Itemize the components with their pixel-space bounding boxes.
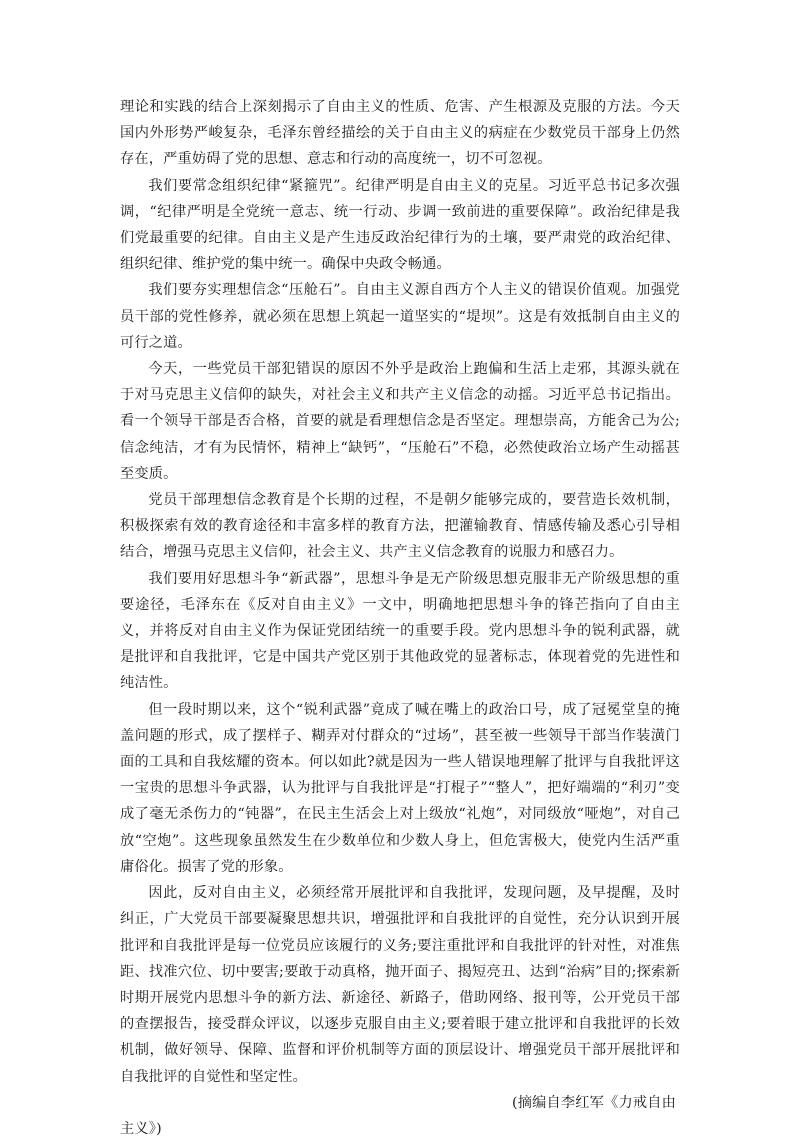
paragraph-5: 党员干部理想信念教育是个长期的过程，不是朝夕能够完成的，要营造长效机制，积极探索有效的教育途径和丰富多样的教育方法，把灌输教育、情感传输及悉心引导相结合，增强马克思主义信仰，社会主义、共产主义信念教育的说服力和感召力。 [120,492,680,561]
paragraph-3: 我们要夯实理想信念“压舱石”。自由主义源自西方个人主义的错误价值观。加强党员干部的党性修养，就必须在思想上筑起一道坚实的“堤坝”。这是有效抵制自由主义的可行之道。 [120,282,680,351]
paragraph-8: 因此，反对自由主义，必须经常开展批评和自我批评，发现问题，及早提醒，及时纠正，广大党员干部要凝聚思想共识，增强批评和自我批评的自觉性，充分认识到开展批评和自我批评是每一位党员应该履行的义务;要注重批评和自我批评的针对性，对准焦距、找准穴位、切中要害;要敢于动真格，抛开面子、揭短亮丑、达到“治病”目的;探索新时期开展党内思想斗争的新方法、新途径、新路子，借助网络、报刊等，公开党员干部的查摆报告，接受群众评议，以逐步克服自由主义;要着眼于建立批评和自我批评的长效机制，做好领导、保障、监督和评价机制等方面的顶层设计、增强党员干部开展批评和自我批评的自觉性和坚定性。 [120,885,680,1085]
article-body [120,94,680,1142]
paragraph-1: 理论和实践的结合上深刻揭示了自由主义的性质、危害、产生根源及克服的方法。今天国内外形势严峻复杂，毛泽东曾经描绘的关于自由主义的病症在少数党员干部身上仍然存在，严重妨碍了党的思想、意志和行动的高度统一，切不可忽视。 [120,99,680,168]
paragraph-2: 我们要常念组织纪律“紧箍咒”。纪律严明是自由主义的克星。习近平总书记多次强调，“纪律严明是全党统一意志、统一行动、步调一致前进的重要保障”。政治纪律是我们党最重要的纪律。自由主义是产生违反政治纪律行为的土壤，要严肃党的政治纪律、组织纪律、维护党的集中统一。确保中央政令畅通。 [120,177,680,273]
source-citation-continued: 主义》) [120,1120,162,1137]
source-citation: (摘编自李红军《力戒自由 [512,1094,676,1111]
paragraph-6: 我们要用好思想斗争“新武器”，思想斗争是无产阶级思想克服非无产阶级思想的重要途径，毛泽东在《反对自由主义》一文中，明确地把思想斗争的锋芒指向了自由主义，并将反对自由主义作为保证党团结统一的重要手段。党内思想斗争的锐利武器，就是批评和自我批评，它是中国共产党区别于其他政党的显著标志，体现着党的先进性和纯洁性。 [120,570,680,692]
paragraph-4: 今天，一些党员干部犯错误的原因不外乎是政治上跑偏和生活上走邪，其源头就在于对马克思主义信仰的缺失，对社会主义和共产主义信念的动摇。习近平总书记指出。看一个领导干部是否合格，首要的就是看理想信念是否坚定。理想崇高，方能舍己为公;信念纯洁，才有为民情怀，精神上“缺钙”，“压舱石”不稳，必然使政治立场产生动摇甚至变质。 [120,361,680,482]
paragraph-7: 但一段时期以来，这个“锐利武器”竟成了喊在嘴上的政治口号，成了冠冕堂皇的掩盖问题的形式，成了摆样子、糊弄对付群众的“过场”，甚至被一些领导干部当作装潢门面的工具和自我炫耀的资本。何以如此?就是因为一些人错误地理解了批评与自我批评这一宝贵的思想斗争武器，认为批评与自我批评是“打棍子”“整人”，把好端端的“利刃”变成了毫无杀伤力的“钝器”，在民主生活会上对上级放“礼炮”，对同级放“哑炮”，对自己放“空炮”。这些现象虽然发生在少数单位和少数人身上，但危害极大，使党内生活严重庸俗化。损害了党的形象。 [120,701,680,875]
